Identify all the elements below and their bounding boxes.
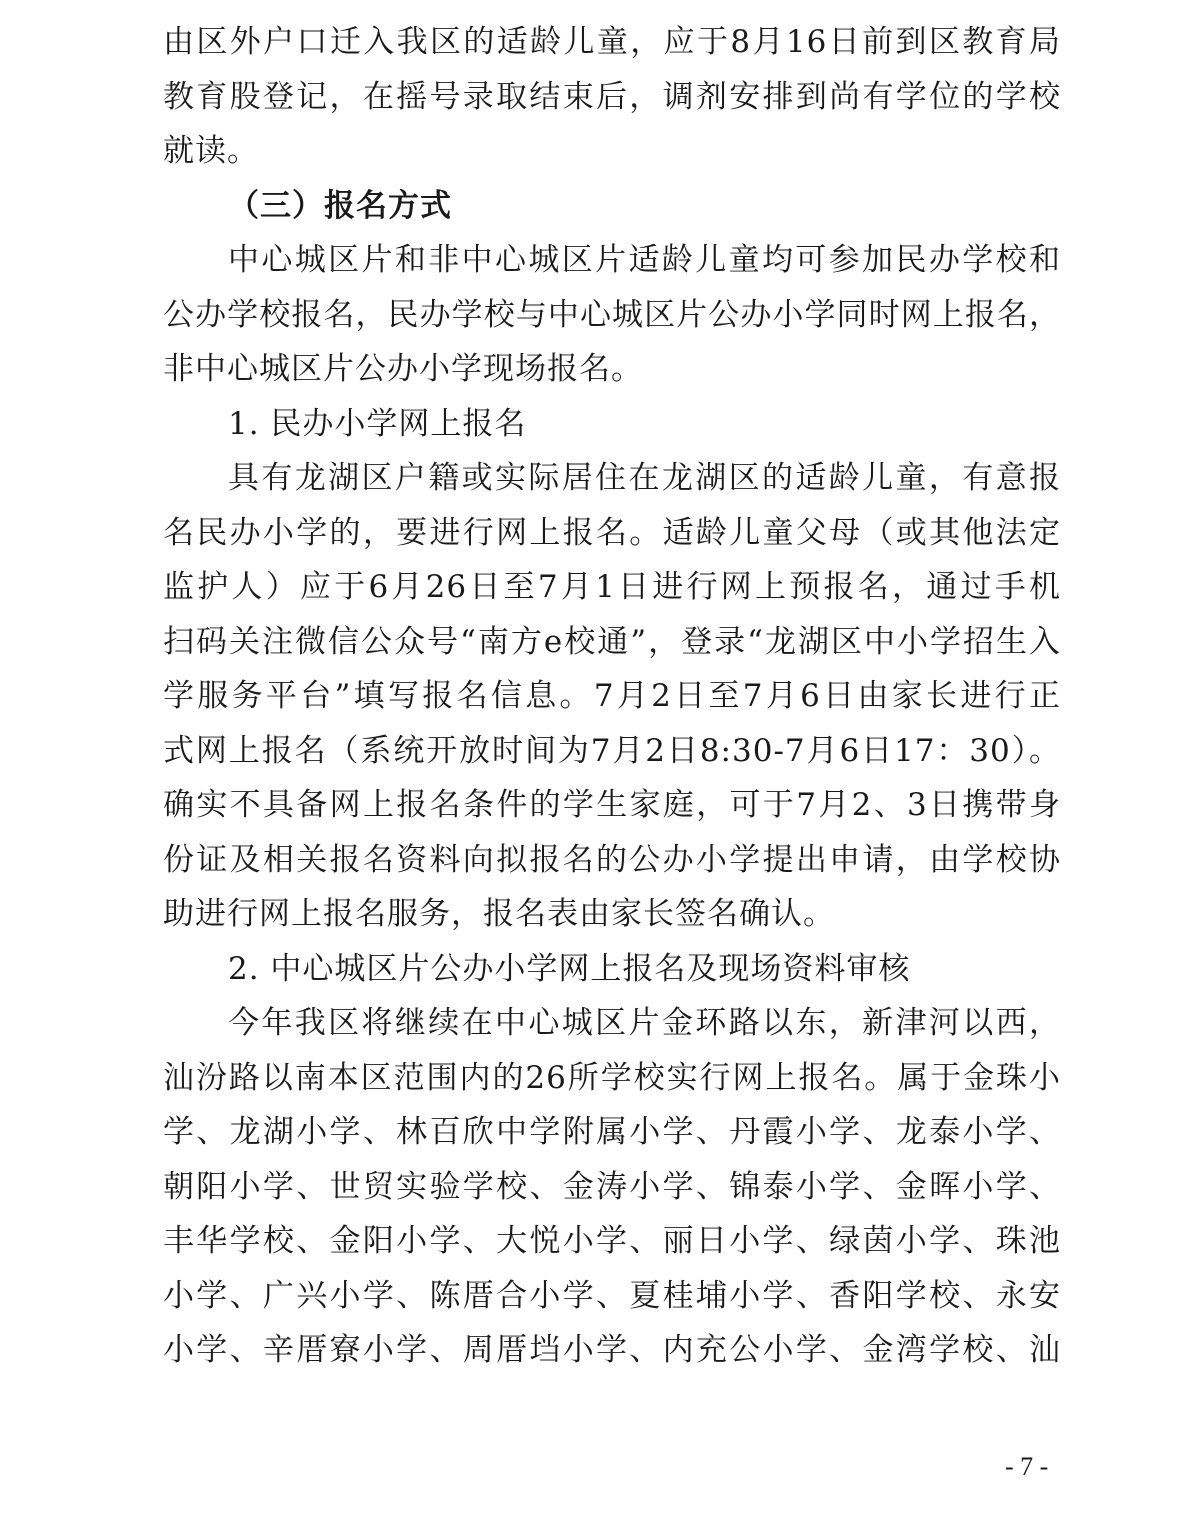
- text-line: 具有龙湖区户籍或实际居住在龙湖区的适龄儿童，有意报: [228, 460, 1061, 496]
- text-line: 监护人）应于6月26日至7月1日进行网上预报名，通过手机: [163, 569, 1061, 605]
- text-line: 非中心城区片公办小学现场报名。: [163, 351, 643, 387]
- text-line: 扫码关注微信公众号“南方e校通”，登录“龙湖区中小学招生入: [163, 623, 1061, 660]
- text-line: 教育股登记，在摇号录取结束后，调剂安排到尚有学位的学校: [163, 78, 1061, 115]
- page-number: - 7 -: [1005, 1452, 1049, 1481]
- text-line: 份证及相关报名资料向拟报名的公办小学提出申请，由学校协: [163, 841, 1061, 878]
- text-line: 学、龙湖小学、林百欣中学附属小学、丹霞小学、龙泰小学、: [163, 1114, 1061, 1150]
- text-line: 学服务平台”填写报名信息。7月2日至7月6日由家长进行正: [163, 678, 1061, 714]
- text-line: 确实不具备网上报名条件的学生家庭，可于7月2、3日携带身: [163, 787, 1061, 823]
- text-line: 小学、广兴小学、陈厝合小学、夏桂埔小学、香阳学校、永安: [163, 1277, 1061, 1314]
- text-line: 由区外户口迁入我区的适龄儿童，应于8月16日前到区教育局: [163, 24, 1061, 60]
- text-line: 小学、辛厝寮小学、周厝垱小学、内充公小学、金湾学校、汕: [163, 1332, 1061, 1368]
- text-line: 就读。: [163, 133, 259, 169]
- text-line: 中心城区片和非中心城区片适龄儿童均可参加民办学校和: [228, 242, 1061, 278]
- text-line: 助进行网上报名服务，报名表由家长签名确认。: [163, 896, 835, 932]
- text-line: 名民办小学的，要进行网上报名。适龄儿童父母（或其他法定: [163, 514, 1061, 551]
- section-heading: 2. 中心城区片公办小学网上报名及现场资料审核: [228, 950, 911, 987]
- section-heading: （三）报名方式: [228, 187, 452, 224]
- text-line: 丰华学校、金阳小学、大悦小学、丽日小学、绿茵小学、珠池: [163, 1223, 1061, 1259]
- text-line: 汕汾路以南本区范围内的26所学校实行网上报名。属于金珠小: [163, 1059, 1061, 1096]
- section-heading: 1. 民办小学网上报名: [228, 405, 527, 442]
- text-line: 式网上报名（系统开放时间为7月2日8:30-7月6日17：30）。: [163, 732, 1061, 769]
- text-line: 朝阳小学、世贸实验学校、金涛小学、锦泰小学、金晖小学、: [163, 1168, 1061, 1205]
- text-line: 今年我区将继续在中心城区片金环路以东，新津河以西，: [228, 1005, 1061, 1041]
- text-line: 公办学校报名，民办学校与中心城区片公办小学同时网上报名，: [163, 296, 1061, 333]
